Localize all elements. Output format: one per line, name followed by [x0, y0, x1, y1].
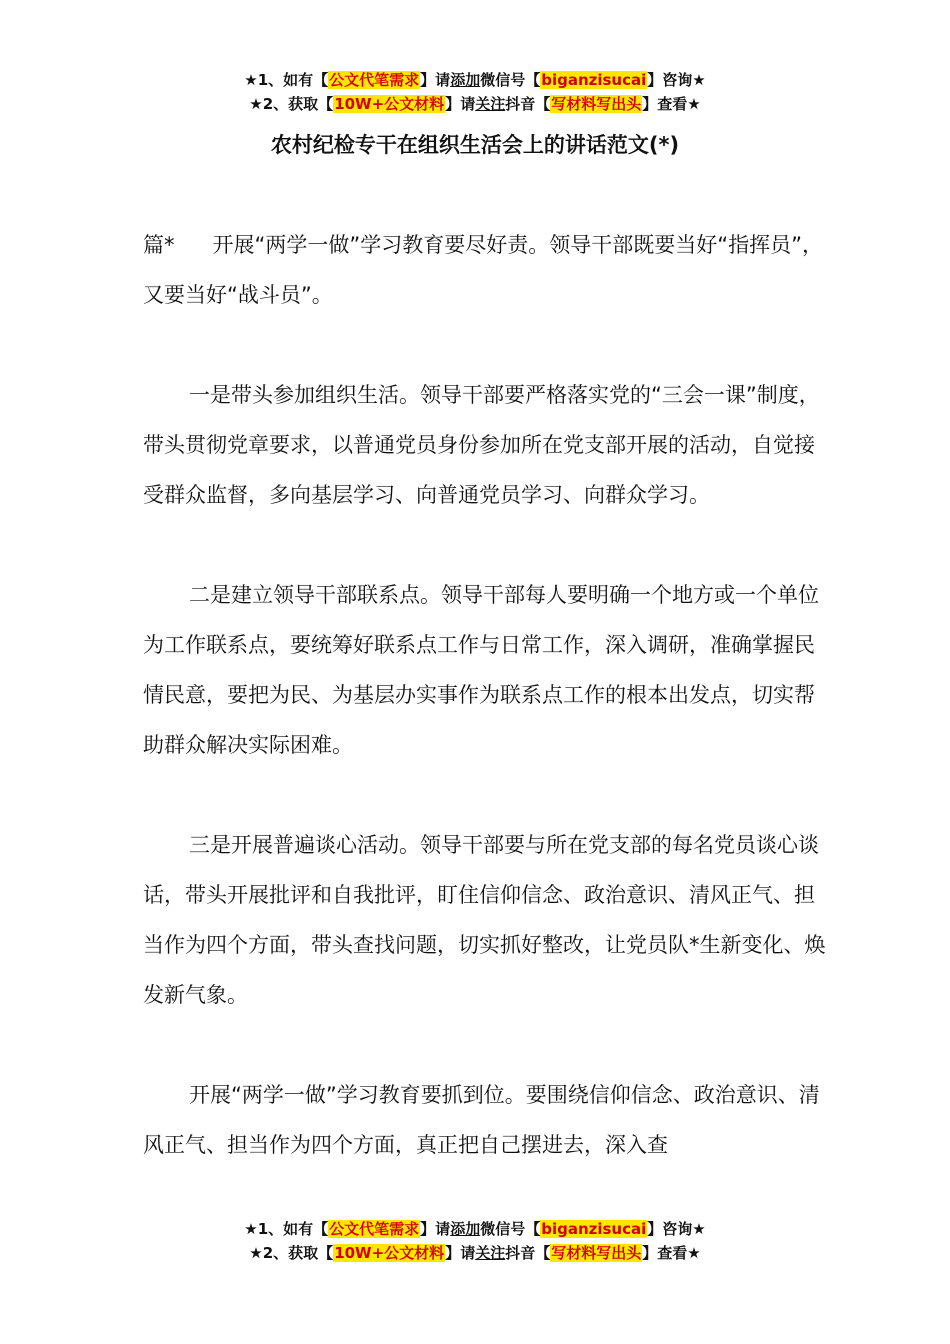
- promo-text: ★2、获取【: [249, 95, 334, 113]
- paragraph-text: 二是建立领导干部联系点。领导干部每人要明确一个地方或一个单位为工作联系点，要统筹好联系点工作与日常工作，深入调研，准确掌握民情民意，要把为民、为基层办实事作为联系点工作的根本出发点，切实帮助群众解决实际困难。: [143, 583, 819, 757]
- document-body: [143, 220, 833, 1210]
- paragraph-text: 开展“两学一做”学习教育要尽好责。领导干部既要当好“指挥员”，又要当好“战斗员”。: [143, 233, 824, 307]
- promo-text: 微信号【: [480, 1220, 541, 1238]
- promo-text: 微信号【: [480, 71, 541, 89]
- paragraph: [143, 1070, 833, 1170]
- promo-highlight: 公文代笔需求: [329, 1220, 420, 1238]
- promo-text: 】查看★: [642, 95, 701, 113]
- promo-highlight-wechat: biganzisucai: [541, 1220, 647, 1238]
- bottom-promo-banner: [0, 1217, 950, 1265]
- promo-text: 抖音【: [505, 1244, 551, 1262]
- promo-highlight: 10W+公文材料: [334, 95, 445, 113]
- promo-highlight-douyin: 写材料写出头: [551, 95, 642, 113]
- promo-text: ★1、如有【: [244, 71, 329, 89]
- promo-text: 】请: [420, 71, 451, 89]
- promo-line-2: [0, 92, 950, 116]
- promo-highlight-wechat: biganzisucai: [541, 71, 647, 89]
- promo-highlight: 10W+公文材料: [334, 1244, 445, 1262]
- promo-line-2: [0, 1241, 950, 1265]
- promo-text: 】请: [445, 95, 476, 113]
- promo-highlight-douyin: 写材料写出头: [551, 1244, 642, 1262]
- promo-text: 】查看★: [642, 1244, 701, 1262]
- promo-underline: 关注: [475, 95, 506, 113]
- promo-text: 】请: [445, 1244, 476, 1262]
- promo-line-1: [0, 68, 950, 92]
- paragraph: [143, 370, 833, 520]
- promo-line-1: [0, 1217, 950, 1241]
- promo-text: 】请: [420, 1220, 451, 1238]
- promo-text: ★2、获取【: [249, 1244, 334, 1262]
- promo-text: 】咨询★: [647, 71, 706, 89]
- paragraph: [143, 820, 833, 1020]
- paragraph: [143, 570, 833, 770]
- paragraph-text: 三是开展普遍谈心活动。领导干部要与所在党支部的每名党员谈心谈话，带头开展批评和自我批评，盯住信仰信念、政治意识、清风正气、担当作为四个方面，带头查找问题，切实抓好整改，让党员队*生新变化、焕发新气象。: [143, 833, 826, 1007]
- promo-highlight: 公文代笔需求: [329, 71, 420, 89]
- promo-underline: 添加: [450, 71, 481, 89]
- promo-underline: 添加: [450, 1220, 481, 1238]
- document-title: 农村纪检专干在组织生活会上的讲话范文(*): [270, 133, 680, 157]
- top-promo-banner: [0, 68, 950, 116]
- promo-text: ★1、如有【: [244, 1220, 329, 1238]
- paragraph-text: 一是带头参加组织生活。领导干部要严格落实党的“三会一课”制度，带头贯彻党章要求，以普通党员身份参加所在党支部开展的活动，自觉接受群众监督，多向基层学习、向普通党员学习、向群众学习。: [143, 383, 820, 507]
- paragraph-text: 开展“两学一做”学习教育要抓到位。要围绕信仰信念、政治意识、清风正气、担当作为四个方面，真正把自己摆进去，深入查: [143, 1083, 820, 1157]
- promo-text: 抖音【: [505, 95, 551, 113]
- paragraph-intro: [143, 220, 833, 320]
- lead-label: 篇*: [143, 233, 175, 257]
- promo-text: 】咨询★: [647, 1220, 706, 1238]
- promo-underline: 关注: [475, 1244, 506, 1262]
